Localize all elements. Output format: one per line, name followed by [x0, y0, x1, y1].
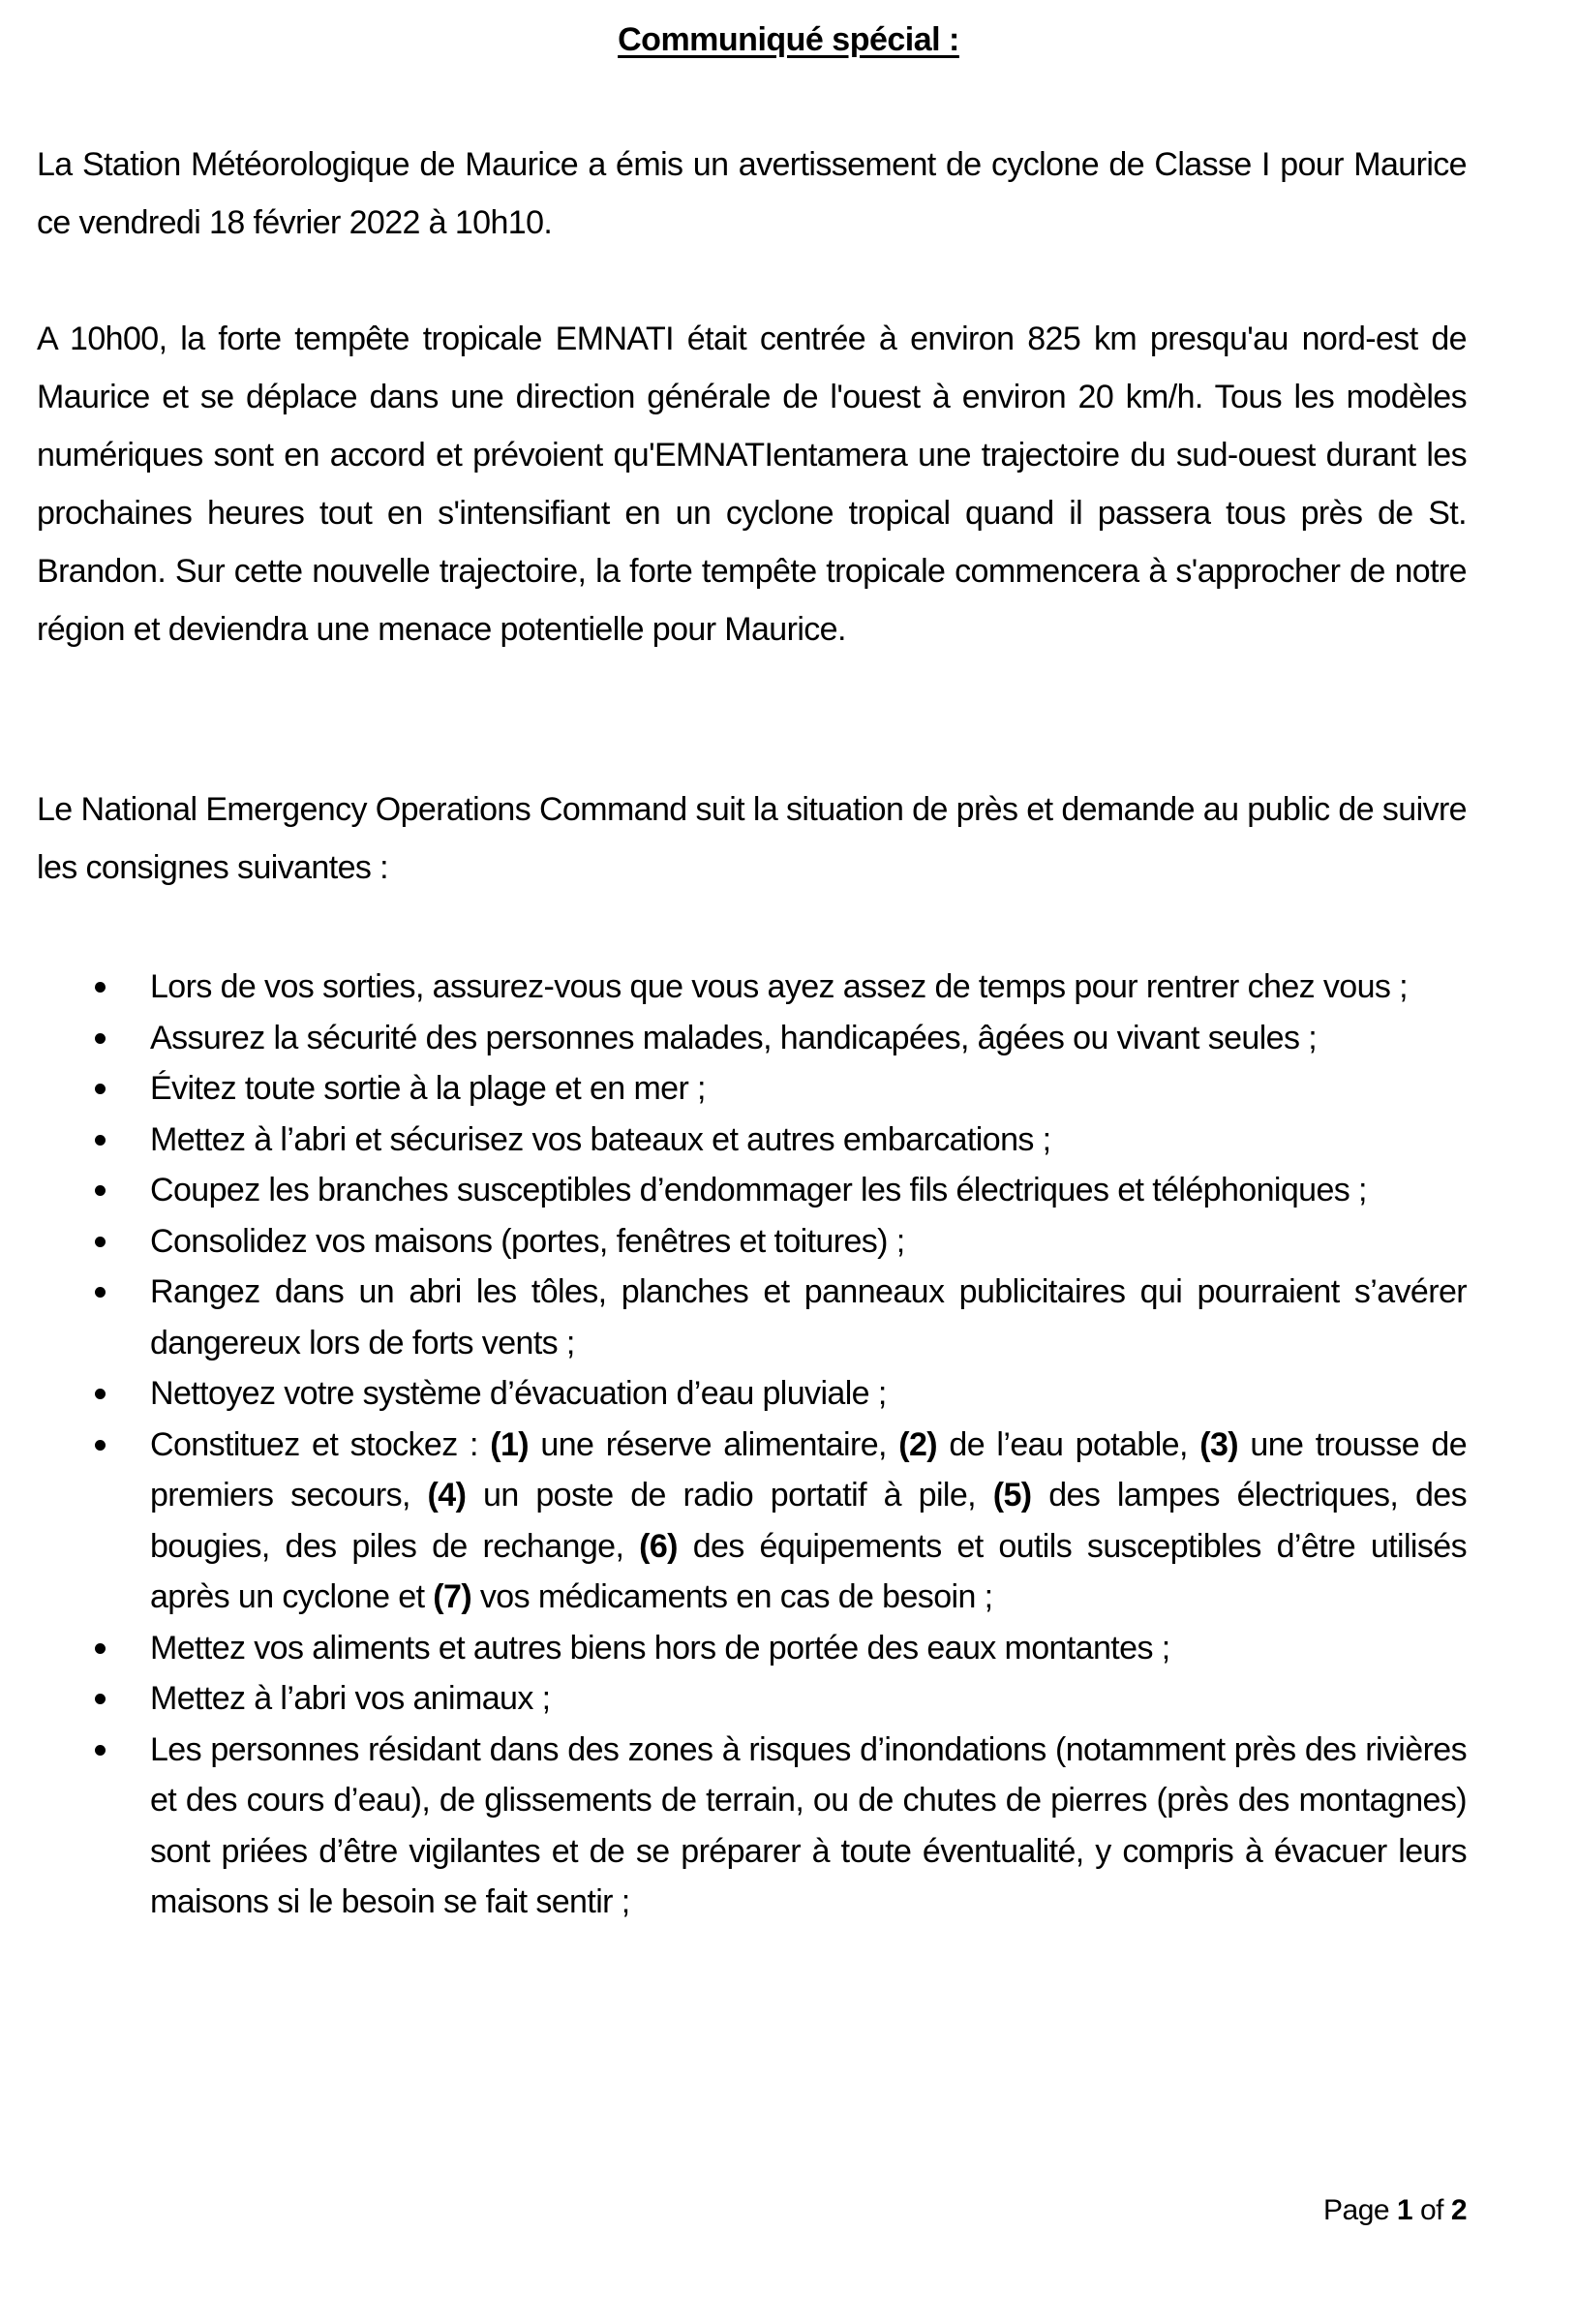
- list-item-text: Mettez à l’abri et sécurisez vos bateaux et autres embarcations ;: [150, 1120, 1051, 1158]
- safety-instructions-list: [0, 962, 1577, 1928]
- bullet-icon: [95, 1237, 106, 1247]
- list-item-text: Lors de vos sorties, assurez-vous que vous ayez assez de temps pour rentrer chez vous ;: [150, 968, 1409, 1005]
- list-item-text: Rangez dans un abri les tôles, planches et panneaux publicitaires qui pourraient s’avérer dangereux lors de forts vents ;: [150, 1273, 1467, 1361]
- bullet-icon: [95, 982, 106, 993]
- list-item-text: Évitez toute sortie à la plage et en mer ;: [150, 1070, 706, 1107]
- list-item-text: Les personnes résidant dans des zones à risques d’inondations (notamment près des rivières et des cours d’eau), de glissements de terrain, ou de chutes de pierres (près des montagnes) sont priées d’être vigilantes et de se préparer à toute éventualité, y compris à évacuer leurs maisons si le besoin se fait sentir ;: [150, 1730, 1467, 1920]
- stock-item-text: des lampes électriques, des bougies, des piles de rechange,: [150, 1477, 1467, 1565]
- page-title: Communiqué spécial :: [618, 21, 959, 58]
- list-item: [0, 1165, 1467, 1216]
- bullet-icon: [95, 1745, 106, 1756]
- list-item-text: Mettez à l’abri vos animaux ;: [150, 1680, 551, 1717]
- list-item: [0, 1673, 1467, 1725]
- stock-item-number: (1): [490, 1425, 530, 1463]
- list-item-text: Coupez les branches susceptibles d’endommager les fils électriques et téléphoniques ;: [150, 1172, 1367, 1208]
- list-item-text: Assurez la sécurité des personnes malades, handicapées, âgées ou vivant seules ;: [150, 1019, 1318, 1056]
- page-word: Page: [1323, 2194, 1397, 2226]
- list-item: [0, 1013, 1467, 1064]
- stock-item-number: (7): [433, 1578, 472, 1615]
- bullet-icon: [95, 1185, 106, 1196]
- bullet-icon: [95, 1440, 106, 1451]
- bullet-icon: [95, 1084, 106, 1094]
- stock-item-number: (4): [427, 1477, 467, 1514]
- bullet-icon: [95, 1135, 106, 1146]
- stock-item-text: une réserve alimentaire,: [529, 1425, 899, 1463]
- list-item: [0, 962, 1467, 1013]
- list-item: [0, 1063, 1467, 1115]
- bullet-icon: [95, 1643, 106, 1654]
- stock-item-text: des équipements et outils susceptibles d’être utilisés après un cyclone et: [150, 1527, 1467, 1615]
- stock-item-text: vos médicaments en cas de besoin ;: [471, 1578, 993, 1615]
- list-item: [0, 1725, 1467, 1928]
- list-item: [0, 1115, 1467, 1166]
- list-item: [0, 1216, 1467, 1268]
- list-item-text: Consolidez vos maisons (portes, fenêtres et toitures) ;: [150, 1222, 905, 1260]
- stock-item-number: (2): [898, 1425, 938, 1463]
- stock-item-number: (6): [639, 1527, 678, 1565]
- list-item-text: Mettez vos aliments et autres biens hors de portée des eaux montantes ;: [150, 1629, 1170, 1667]
- list-item: [0, 1623, 1467, 1674]
- list-item-stock-supplies: [0, 1420, 1467, 1623]
- current-page: 1: [1396, 2194, 1413, 2226]
- list-item-text: Nettoyez votre système d’évacuation d’eau pluviale ;: [150, 1375, 887, 1412]
- bullet-icon: [95, 1287, 106, 1298]
- list-item: [0, 1267, 1467, 1368]
- bullet-icon: [95, 1389, 106, 1399]
- stock-intro: Constituez et stockez :: [150, 1425, 491, 1463]
- stock-item-text: de l’eau potable,: [937, 1425, 1200, 1463]
- bullet-icon: [95, 1033, 106, 1044]
- total-pages: 2: [1450, 2194, 1467, 2226]
- of-word: of: [1412, 2194, 1451, 2226]
- stock-item-number: (3): [1199, 1425, 1238, 1463]
- stock-item-text: un poste de radio portatif à pile,: [466, 1477, 993, 1514]
- paragraph-storm-position: A 10h00, la forte tempête tropicale EMNATI était centrée à environ 825 km presqu'au nord-est de Maurice et se déplace dans une direction générale de l'ouest à environ 20 km/h. Tous les modèles numériques sont en accord et prévoient qu'EMNATIentamera une trajectoire du sud-ouest durant les prochaines heures tout en s'intensifiant en un cyclone tropical quand il passera tous près de St. Brandon. Sur cette nouvelle trajectoire, la forte tempête tropicale commencera à s'approcher de notre région et deviendra une menace potentielle pour Maurice.: [37, 321, 1467, 648]
- paragraph-warning-issued: La Station Météorologique de Maurice a émis un avertissement de cyclone de Classe I pour Maurice ce vendredi 18 février 2022 à 10h10.: [37, 146, 1467, 241]
- stock-item-number: (5): [992, 1477, 1032, 1514]
- list-item: [0, 1368, 1467, 1420]
- stock-item-text: une trousse de premiers secours,: [150, 1425, 1468, 1514]
- page-number: [1323, 2194, 1467, 2227]
- bullet-icon: [95, 1694, 106, 1704]
- paragraph-neoc-instructions: Le National Emergency Operations Command suit la situation de près et demande au public de suivre les consignes suivantes :: [37, 791, 1467, 886]
